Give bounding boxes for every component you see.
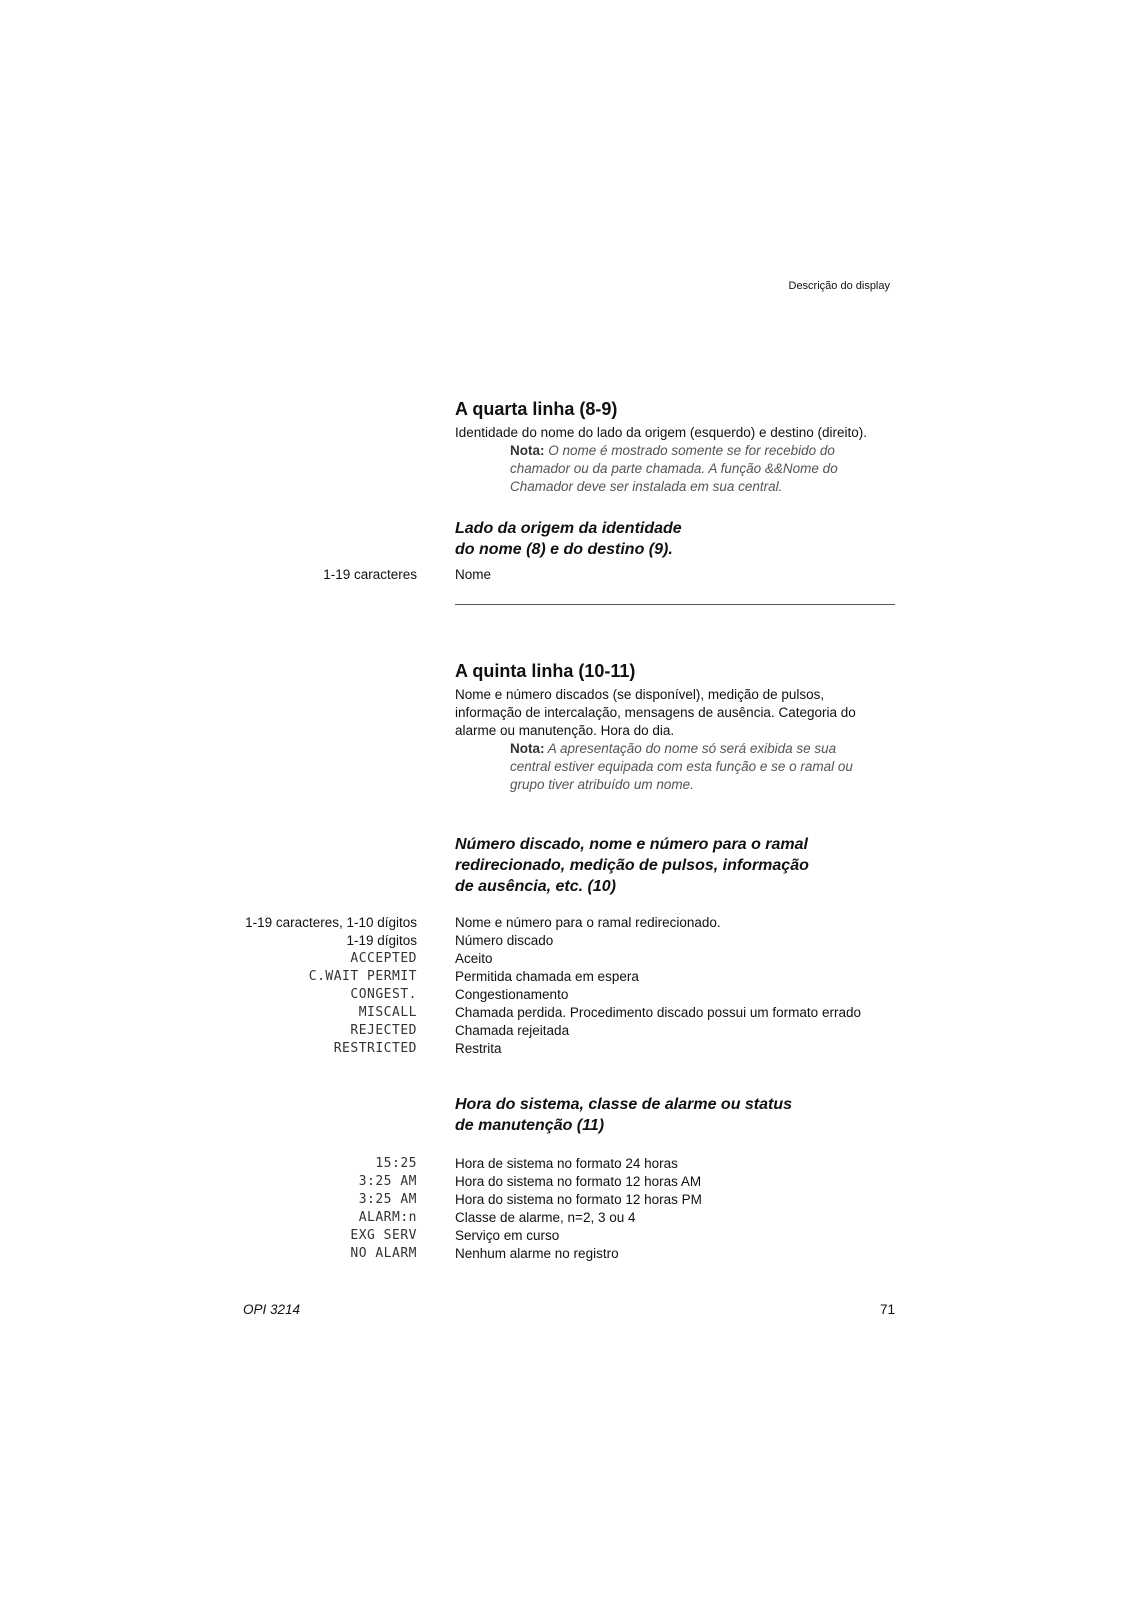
note-label: Nota:: [510, 443, 545, 458]
subsection-title-line1: Número discado, nome e número para o ramal: [455, 836, 808, 853]
subsection-dialed-number: [455, 834, 895, 897]
row-term: C.WAIT PERMIT: [308, 969, 417, 984]
row-desc: Número discado: [455, 933, 554, 948]
row-desc: Nenhum alarme no registro: [455, 1246, 619, 1261]
row-desc: Restrita: [455, 1041, 502, 1056]
table-row: [0, 932, 1131, 950]
row-desc: Serviço em curso: [455, 1228, 560, 1243]
subsection-system-time: [455, 1094, 895, 1136]
row-term: 3:25 AM: [358, 1174, 417, 1189]
subsection-title-line2: de manutenção (11): [455, 1117, 605, 1134]
row-desc: Aceito: [455, 951, 493, 966]
subsection-title-line2: redirecionado, medição de pulsos, informação: [455, 857, 809, 874]
table-row: [0, 1004, 1131, 1022]
row-desc: Classe de alarme, n=2, 3 ou 4: [455, 1210, 636, 1225]
note-label: Nota:: [510, 741, 545, 756]
subsection-origin-destination: [455, 518, 895, 560]
table-row: [0, 1040, 1131, 1058]
table-row: [0, 1155, 1131, 1173]
section-body: Identidade do nome do lado da origem (esquerdo) e destino (direito).: [455, 425, 868, 440]
row-term: ACCEPTED: [350, 951, 417, 966]
section-title: A quarta linha (8-9): [455, 399, 618, 419]
row-desc: Congestionamento: [455, 987, 569, 1002]
row-desc: Hora de sistema no formato 24 horas: [455, 1156, 678, 1171]
footer-page-number: 71: [879, 1302, 895, 1317]
table-row: [0, 1173, 1131, 1191]
row-term: EXG SERV: [350, 1228, 417, 1243]
row-term: RESTRICTED: [333, 1041, 417, 1056]
table-row: [0, 1227, 1131, 1245]
subsection-title-line1: Lado da origem da identidade: [455, 520, 682, 537]
note: [510, 740, 880, 794]
section-title: A quinta linha (10-11): [455, 661, 636, 681]
table-row: [0, 914, 1131, 932]
row-desc: Nome e número para o ramal redirecionado.: [455, 915, 721, 930]
table-row: [0, 986, 1131, 1004]
note-text: A apresentação do nome só será exibida se sua central estiver equipada com esta função e se o ramal ou grupo tiver atribuído um nome.: [510, 741, 853, 792]
table-row: [0, 968, 1131, 986]
footer-document-id: OPI 3214: [243, 1302, 301, 1317]
row-desc: Chamada perdida. Procedimento discado possui um formato errado: [455, 1005, 861, 1020]
section-fourth-line: [455, 398, 895, 496]
table-row: [0, 1191, 1131, 1209]
row-desc: Hora do sistema no formato 12 horas AM: [455, 1174, 702, 1189]
note-text: O nome é mostrado somente se for recebido do chamador ou da parte chamada. A função &&Nome do Chamador deve ser instalada em sua central.: [510, 443, 838, 494]
table-row: [0, 950, 1131, 968]
table-row: [0, 1245, 1131, 1263]
row-term: CONGEST.: [350, 987, 417, 1002]
running-header: Descrição do display: [788, 280, 890, 292]
section-body: Nome e número discados (se disponível), medição de pulsos, informação de intercalação, mensagens de ausência. Categoria do alarme ou manutenção. Hora do dia.: [455, 687, 856, 738]
row-desc: Hora do sistema no formato 12 horas PM: [455, 1192, 702, 1207]
subsection-title-line1: Hora do sistema, classe de alarme ou status: [455, 1096, 793, 1113]
table-row: [0, 1209, 1131, 1227]
subsection-title-line2: do nome (8) e do destino (9).: [455, 541, 673, 558]
section-divider: [455, 604, 895, 605]
row-term: 1-19 caracteres, 1-10 dígitos: [245, 915, 417, 930]
row-term: 15:25: [375, 1156, 417, 1171]
row-term: MISCALL: [358, 1005, 417, 1020]
note: [510, 442, 880, 496]
subsection-title-line3: de ausência, etc. (10): [455, 878, 616, 895]
row-term: 1-19 caracteres: [323, 567, 417, 582]
row-term: REJECTED: [350, 1023, 417, 1038]
table-row: [0, 1022, 1131, 1040]
row-term: 1-19 dígitos: [346, 933, 417, 948]
row-term: ALARM:n: [358, 1210, 417, 1225]
row-desc: Chamada rejeitada: [455, 1023, 570, 1038]
section-fifth-line: [455, 660, 895, 794]
row-term: NO ALARM: [350, 1246, 417, 1261]
row-desc: Permitida chamada em espera: [455, 969, 639, 984]
row-term: 3:25 AM: [358, 1192, 417, 1207]
row-desc: Nome: [455, 567, 492, 582]
table-row: [0, 566, 1131, 584]
